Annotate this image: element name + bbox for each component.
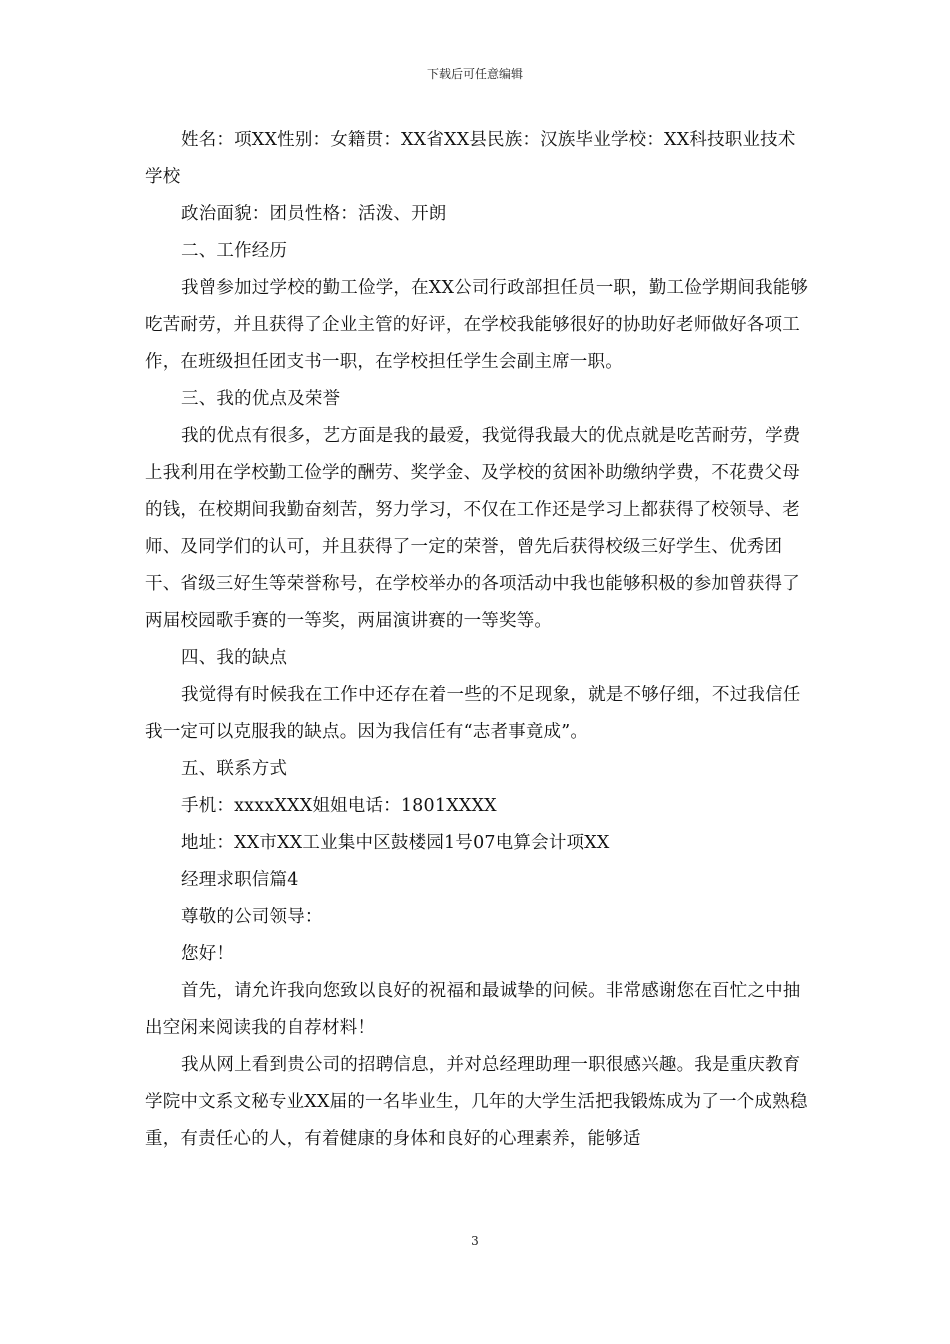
heading-strengths-honors: 三、我的优点及荣誉	[181, 389, 341, 409]
paragraph-opening: 首先，请允许我向您致以良好的祝福和最诚挚的问候。非常感谢您在百忙之中抽出空闲来阅读我的自荐材料！	[145, 981, 801, 1038]
page-number: 3	[471, 1234, 479, 1248]
paragraph-salutation: 尊敬的公司领导：	[181, 907, 323, 927]
paragraph-phone: 手机：xxxxXXX姐姐电话：1801XXXX	[181, 796, 497, 816]
heading-work-experience: 二、工作经历	[181, 241, 288, 261]
paragraph-personal-info: 姓名：项XX性别：女籍贯：XX省XX县民族：汉族毕业学校：XX科技职业技术学校	[145, 130, 796, 187]
heading-letter-4: 经理求职信篇4	[181, 870, 299, 890]
page-header: 下载后可任意编辑	[426, 67, 523, 81]
paragraph-greeting: 您好！	[181, 944, 235, 964]
paragraph-strengths-honors: 我的优点有很多，艺方面是我的最爱，我觉得我最大的优点就是吃苦耐劳，学费上我利用在学校勤工俭学的酬劳、奖学金、及学校的贫困补助缴纳学费，不花费父母的钱，在校期间我勤奋刻苦，努力学习，不仅在工作还是学习上都获得了校领导、老师、及同学们的认可，并且获得了一定的荣誉，曾先后获得校级三好学生、优秀团干、省级三好生等荣誉称号，在学校举办的各项活动中我也能够积极的参加曾获得了两届校园歌手赛的一等奖，两届演讲赛的一等奖等。	[145, 426, 801, 631]
paragraph-address: 地址：XX市XX工业集中区鼓楼园1号07电算会计项XX	[181, 833, 610, 853]
heading-contact: 五、联系方式	[181, 759, 288, 779]
paragraph-introduction: 我从网上看到贵公司的招聘信息，并对总经理助理一职很感兴趣。我是重庆教育学院中文系文秘专业XX届的一名毕业生，几年的大学生活把我锻炼成为了一个成熟稳重，有责任心的人，有着健康的身体和良好的心理素养，能够适	[145, 1055, 808, 1149]
heading-weaknesses: 四、我的缺点	[181, 648, 288, 668]
paragraph-work-experience: 我曾参加过学校的勤工俭学，在XX公司行政部担任员一职，勤工俭学期间我能够吃苦耐劳，并且获得了企业主管的好评，在学校我能够很好的协助好老师做好各项工作，在班级担任团支书一职，在学校担任学生会副主席一职。	[145, 278, 809, 372]
paragraph-political-status: 政治面貌：团员性格：活泼、开朗	[181, 204, 447, 224]
paragraph-weaknesses: 我觉得有时候我在工作中还存在着一些的不足现象，就是不够仔细，不过我信任我一定可以克服我的缺点。因为我信任有“志者事竟成”。	[145, 685, 801, 742]
document-body	[145, 122, 809, 1158]
